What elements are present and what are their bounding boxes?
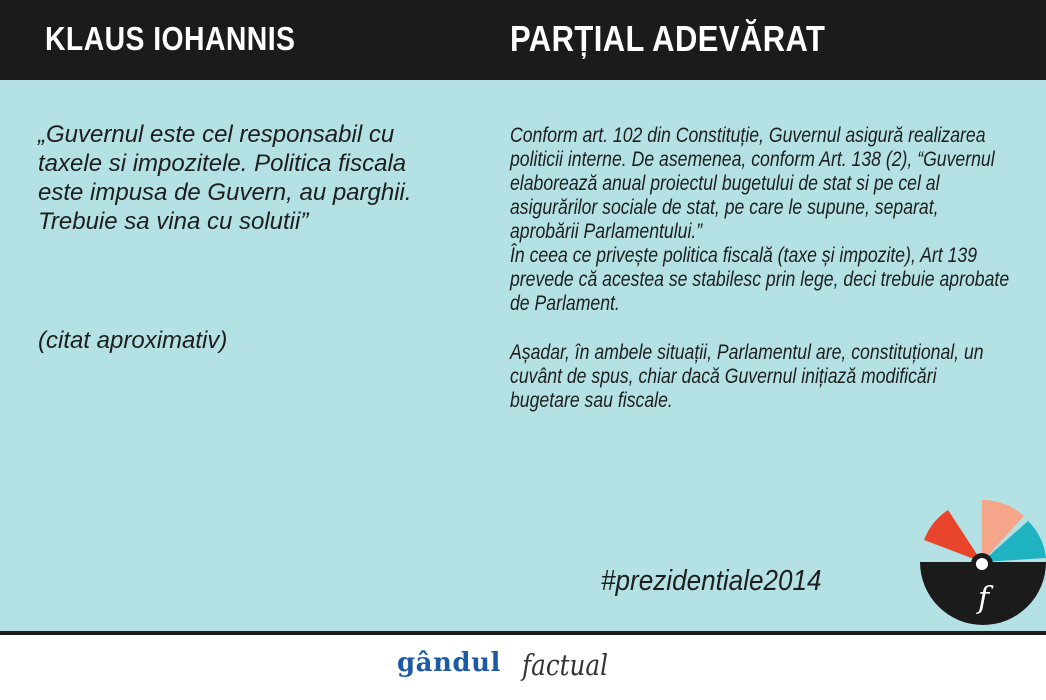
analysis-paragraph: Conform art. 102 din Constituție, Guvernul asigură realizarea politicii interne. De asemenea, conform Art. 138 (2), “Guvernul elaborează anual proiectul bugetului de stat si pe cel al asigurărilor sociale de stat, pe care le supune, separat, aprobării Parlamentului.” (510, 124, 995, 243)
speaker-name: KLAUS IOHANNIS (45, 20, 296, 57)
hashtag: #prezidentiale2014 (601, 565, 822, 597)
factual-logo: factual (522, 648, 608, 682)
gandul-logo: gândul (397, 648, 501, 678)
wheel-red-segment (924, 510, 982, 562)
wheel-f-mark: f (978, 581, 990, 616)
analysis-text (510, 124, 1010, 413)
quote-note: (citat aproximativ) (38, 327, 228, 354)
analysis-paragraph: În ceea ce privește politica fiscală (taxe și impozite), Art 139 prevede că acestea se stabilesc prin lege, deci trebuie aprobate de Parlament. (510, 244, 1010, 315)
header-bar (0, 0, 1046, 80)
verdict-label: PARȚIAL ADEVĂRAT (510, 18, 826, 59)
analysis-paragraph: Așadar, în ambele situații, Parlamentul are, constituțional, un cuvânt de spus, chiar dacă Guvernul inițiază modificări bugetare sau fiscale. (510, 341, 984, 412)
quote-text: „Guvernul este cel responsabil cu taxele si impozitele. Politica fiscala este impusa de Guvern, au parghii. Trebuie sa vina cu solutii” (38, 121, 412, 235)
factual-wheel-logo-icon (918, 496, 1046, 626)
